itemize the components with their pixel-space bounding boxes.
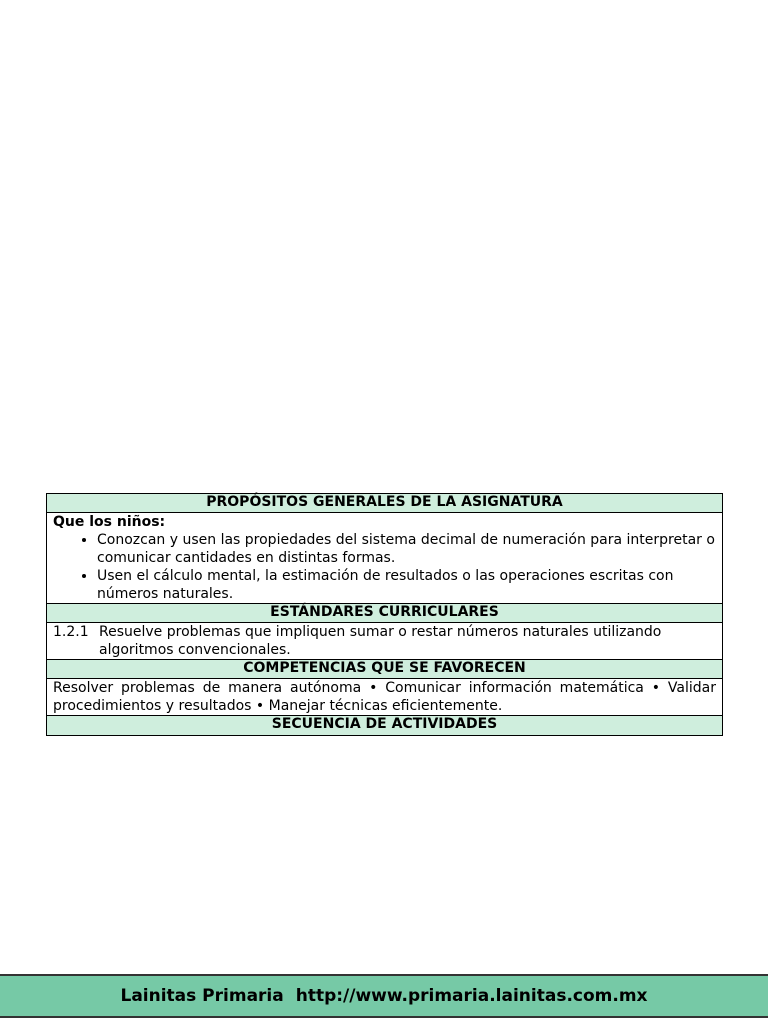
propositos-list (53, 531, 716, 603)
planning-table-crop (46, 493, 723, 736)
propositos-header: PROPÓSITOS GENERALES DE LA ASIGNATURA (47, 494, 722, 513)
footer-url[interactable]: http://www.primaria.lainitas.com.mx (295, 986, 648, 1006)
page-footer (0, 974, 768, 1018)
secuencia-header: SECUENCIA DE ACTIVIDADES (47, 716, 722, 735)
footer-brand: Lainitas Primaria (120, 986, 284, 1006)
propositos-lead: Que los niños: (53, 514, 166, 530)
estandares-header: ESTÁNDARES CURRICULARES (47, 604, 722, 623)
propositos-item: • Usen el cálculo mental, la estimación de resultados o las operaciones escritas con números naturales. (97, 567, 716, 603)
propositos-body (47, 513, 722, 604)
estandar-text: Resuelve problemas que impliquen sumar o restar números naturales utilizando algoritmos convencionales. (99, 624, 662, 658)
estandar-number: 1.2.1 (53, 624, 89, 640)
propositos-item: • Conozcan y usen las propiedades del sistema decimal de numeración para interpretar o comunicar cantidades en distintas formas. (97, 531, 716, 567)
competencias-header: COMPETENCIAS QUE SE FAVORECEN (47, 660, 722, 679)
estandares-body (47, 623, 722, 660)
competencias-body: Resolver problemas de manera autónoma • Comunicar información matemática • Validar procedimientos y resultados • Manejar técnicas eficientemente. (47, 679, 722, 716)
